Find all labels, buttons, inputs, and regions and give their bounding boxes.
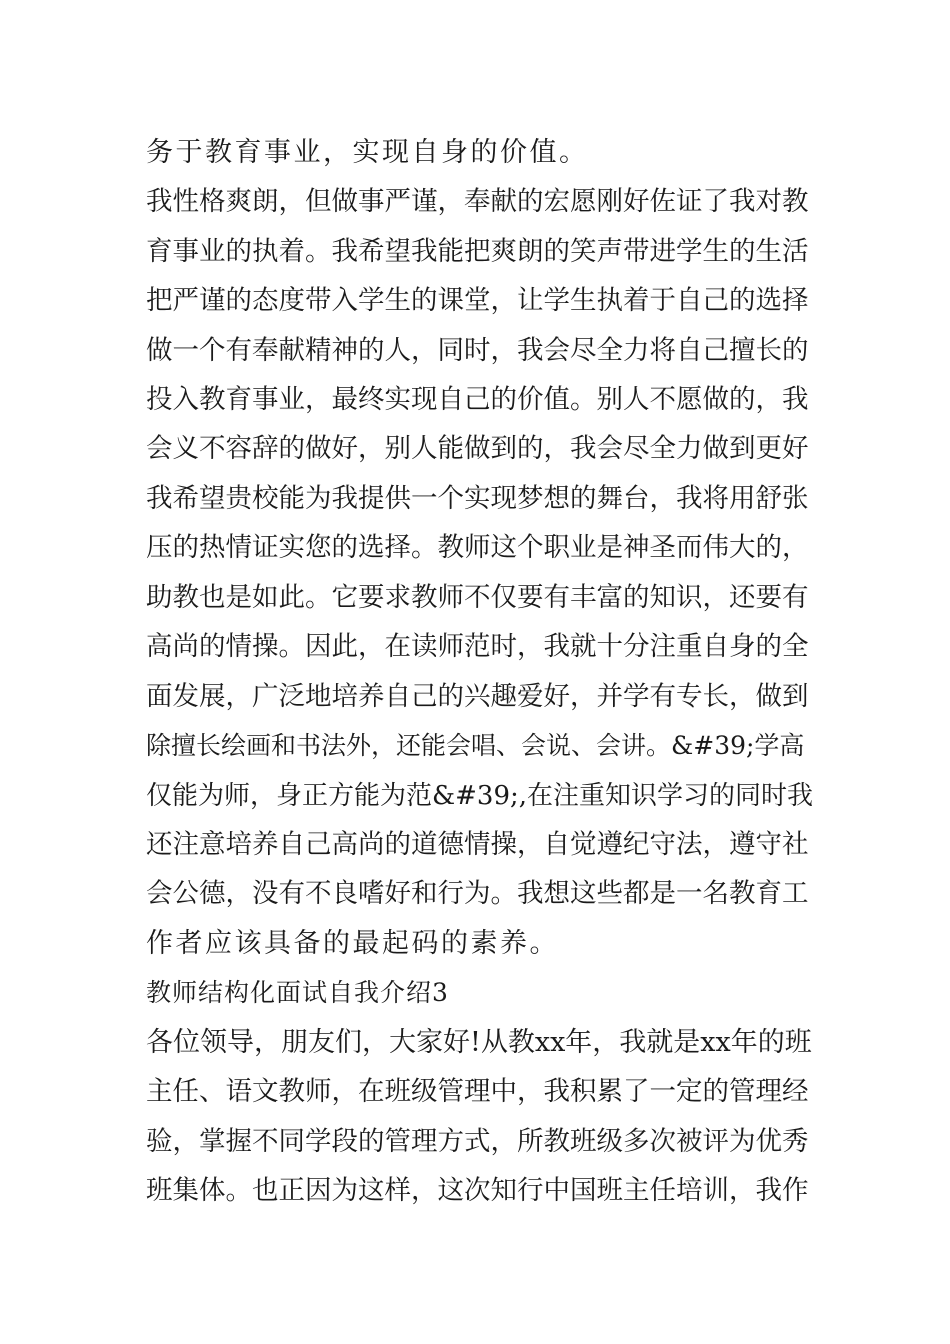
paragraph-line: 验，掌握不同学段的管理方式，所教班级多次被评为优秀 bbox=[146, 1126, 809, 1157]
paragraph-line: 务于教育事业，实现自身的价值。 bbox=[146, 137, 589, 168]
paragraph-line: 会义不容辞的做好，别人能做到的，我会尽全力做到更好 bbox=[146, 433, 809, 464]
paragraph-line: 作者应该具备的最起码的素养。 bbox=[146, 928, 559, 959]
paragraph-line: 把严谨的态度带入学生的课堂，让学生执着于自己的选择 bbox=[146, 285, 809, 316]
paragraph-line: 各位领导，朋友们，大家好!从教xx年，我就是xx年的班 bbox=[146, 1027, 812, 1058]
paragraph-line: 会公德，没有不良嗜好和行为。我想这些都是一名教育工 bbox=[146, 878, 809, 909]
paragraph-line: 我性格爽朗，但做事严谨，奉献的宏愿刚好佐证了我对教 bbox=[146, 186, 809, 217]
paragraph-line: 助教也是如此。它要求教师不仅要有丰富的知识，还要有 bbox=[146, 582, 809, 613]
paragraph-line: 高尚的情操。因此，在读师范时，我就十分注重自身的全 bbox=[146, 631, 809, 662]
paragraph-line: 面发展，广泛地培养自己的兴趣爱好，并学有专长，做到 bbox=[146, 681, 809, 712]
paragraph-line: 还注意培养自己高尚的道德情操，自觉遵纪守法，遵守社 bbox=[146, 829, 809, 860]
paragraph-line: 育事业的执着。我希望我能把爽朗的笑声带进学生的生活 bbox=[146, 236, 809, 267]
paragraph-line: 做一个有奉献精神的人，同时，我会尽全力将自己擅长的 bbox=[146, 335, 809, 366]
paragraph-line: 压的热情证实您的选择。教师这个职业是神圣而伟大的， bbox=[146, 532, 809, 563]
paragraph-line: 班集体。也正因为这样，这次知行中国班主任培训，我作 bbox=[146, 1175, 809, 1206]
paragraph-line: 仅能为师，身正方能为范&#39;,在注重知识学习的同时我 bbox=[146, 781, 814, 811]
section-heading: 教师结构化面试自我介绍3 bbox=[146, 978, 449, 1007]
paragraph-line: 我希望贵校能为我提供一个实现梦想的舞台，我将用舒张 bbox=[146, 483, 809, 514]
paragraph-line: 投入教育事业，最终实现自己的价值。别人不愿做的，我 bbox=[146, 384, 809, 415]
paragraph-line: 主任、语文教师，在班级管理中，我积累了一定的管理经 bbox=[146, 1076, 809, 1107]
paragraph-line: 除擅长绘画和书法外，还能会唱、会说、会讲。&#39;学高 bbox=[146, 731, 805, 760]
